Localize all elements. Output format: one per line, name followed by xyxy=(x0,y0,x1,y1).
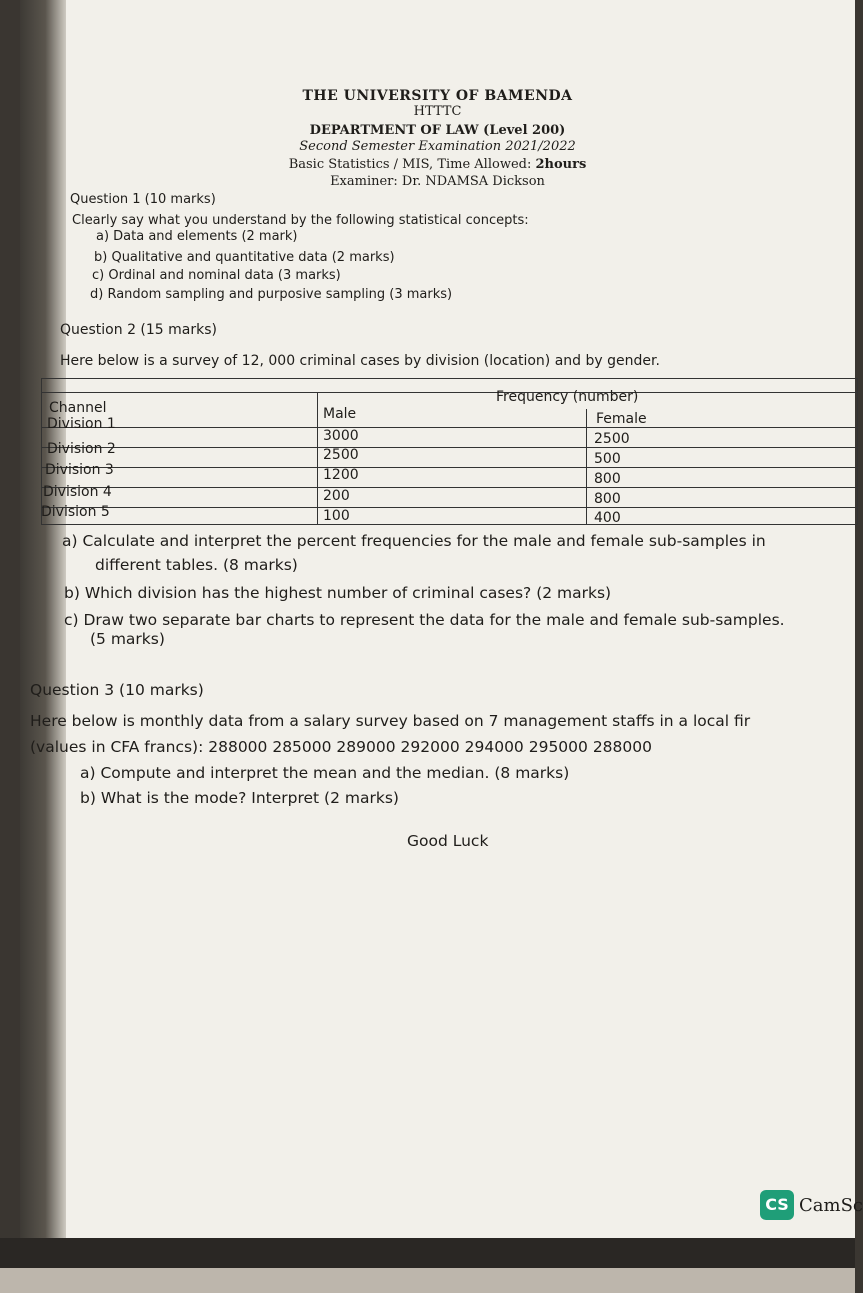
q2-item-b: b) Which division has the highest number of criminal cases? (2 marks) xyxy=(64,584,612,602)
school-name: HTTTC xyxy=(413,104,462,119)
channel-header: Channel xyxy=(49,400,107,416)
row-female: 400 xyxy=(594,510,621,526)
row-male: 1200 xyxy=(323,467,359,483)
q1-item-b: b) Qualitative and quantitative data (2 marks) xyxy=(94,250,395,265)
row-division: Division 5 xyxy=(41,504,110,520)
exam-session: Second Semester Examination 2021/2022 xyxy=(299,139,576,154)
row-division: Division 2 xyxy=(47,441,116,457)
q1-item-a: a) Data and elements (2 mark) xyxy=(96,229,298,244)
row-female: 2500 xyxy=(594,431,630,447)
q1-intro: Clearly say what you understand by the following statistical concepts: xyxy=(72,213,529,228)
closing-text: Good Luck xyxy=(407,832,489,850)
row-male: 200 xyxy=(323,488,350,504)
criminal-cases-table xyxy=(41,378,858,525)
row-male: 100 xyxy=(323,508,350,524)
row-female: 500 xyxy=(594,451,621,467)
photo-background-strip xyxy=(0,1268,855,1293)
q2-item-c-cont: (5 marks) xyxy=(90,630,165,648)
q2-title: Question 2 (15 marks) xyxy=(60,322,217,338)
q1-item-d: d) Random sampling and purposive sampling (3 marks) xyxy=(90,287,453,302)
department-line: DEPARTMENT OF LAW (Level 200) xyxy=(309,123,566,138)
q3-values: (values in CFA francs): 288000 285000 289000 292000 294000 295000 288000 xyxy=(30,738,652,756)
camscanner-logo-icon: CS xyxy=(760,1190,794,1220)
q3-item-b: b) What is the mode? Interpret (2 marks) xyxy=(80,789,399,807)
row-division: Division 1 xyxy=(47,416,116,432)
q1-title: Question 1 (10 marks) xyxy=(70,192,216,207)
time-allowed: 2hours xyxy=(535,157,587,172)
row-female: 800 xyxy=(594,491,621,507)
row-division: Division 3 xyxy=(45,462,114,478)
row-division: Division 4 xyxy=(43,484,112,500)
course-line xyxy=(20,157,855,172)
frequency-header: Frequency (number) xyxy=(496,389,639,405)
q3-item-a: a) Compute and interpret the mean and the median. (8 marks) xyxy=(80,764,570,782)
q2-item-c: c) Draw two separate bar charts to represent the data for the male and female sub-samples. xyxy=(64,611,785,629)
q2-item-a-cont: different tables. (8 marks) xyxy=(95,556,298,574)
course-label: Basic Statistics / MIS, Time Allowed: xyxy=(288,157,532,172)
q2-item-a: a) Calculate and interpret the percent frequencies for the male and female sub-samples in xyxy=(62,532,766,550)
examiner-line: Examiner: Dr. NDAMSA Dickson xyxy=(330,174,545,189)
q1-item-c: c) Ordinal and nominal data (3 marks) xyxy=(92,268,341,283)
q3-intro: Here below is monthly data from a salary survey based on 7 management staffs in a local fir xyxy=(30,712,751,730)
row-male: 3000 xyxy=(323,428,359,444)
male-header: Male xyxy=(323,406,357,422)
q2-intro: Here below is a survey of 12, 000 criminal cases by division (location) and by gender. xyxy=(60,353,660,369)
camscanner-text: CamSc xyxy=(799,1195,863,1216)
q3-title: Question 3 (10 marks) xyxy=(30,681,204,699)
row-male: 2500 xyxy=(323,447,359,463)
university-name: THE UNIVERSITY OF BAMENDA xyxy=(302,88,573,104)
exam-paper xyxy=(20,0,863,1238)
female-header: Female xyxy=(596,411,647,427)
row-female: 800 xyxy=(594,471,621,487)
